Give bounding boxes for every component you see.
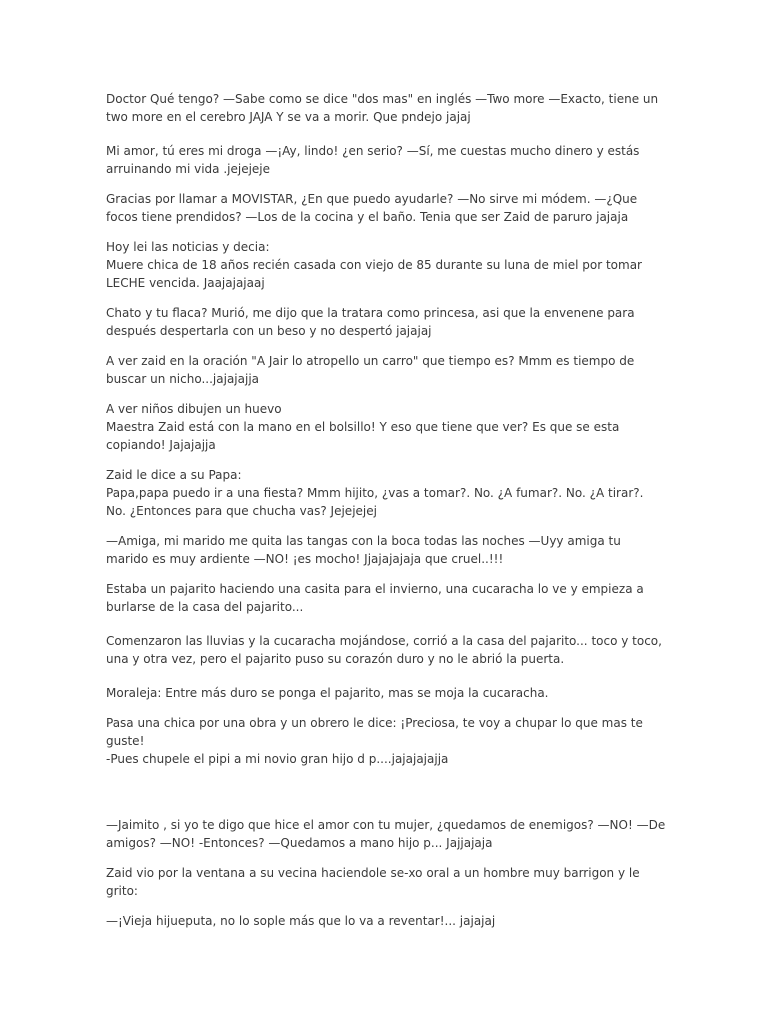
paragraph-11: Comenzaron las lluvias y la cucaracha mojándose, corrió a la casa del pajarito... toco y toco, una y otra vez, pero el pajarito puso su corazón duro y no le abrió la puerta. — [106, 634, 662, 666]
spacer — [106, 568, 666, 580]
paragraph-4: Hoy lei las noticias y decia: Muere chica de 18 años recién casada con viejo de 85 durante su luna de miel por tomar LECHE vencida. Jaajajajaaj — [106, 240, 642, 290]
spacer — [106, 178, 666, 190]
paragraph-1: Doctor Qué tengo? —Sabe como se dice "dos mas" en inglés —Two more —Exacto, tiene un two more en el cerebro JAJA Y se va a morir. Que pndejo jajaj — [106, 92, 659, 124]
paragraph-8: Zaid le dice a su Papa: Papa,papa puedo ir a una fiesta? Mmm hijito, ¿vas a tomar?. No. ¿A fumar?. No. ¿A tirar?. No. ¿Entonces para que chucha vas? Jejejejej — [106, 468, 644, 518]
paragraph-9: —Amiga, mi marido me quita las tangas con la boca todas las noches —Uyy amiga tu marido es muy ardiente —NO! ¡es mocho! Jjajajajaja que cruel..!!! — [106, 534, 621, 566]
paragraph-15: Zaid vio por la ventana a su vecina haciendole se-xo oral a un hombre muy barrigon y le grito: — [106, 866, 640, 898]
spacer — [106, 702, 666, 714]
paragraph-6: A ver zaid en la oración "A Jair lo atropello un carro" que tiempo es? Mmm es tiempo de buscar un nicho...jajajajja — [106, 354, 635, 386]
paragraph-3: Gracias por llamar a MOVISTAR, ¿En que puedo ayudarle? —No sirve mi módem. —¿Que focos tiene prendidos? —Los de la cocina y el baño. Tenia que ser Zaid de paruro jajaja — [106, 192, 638, 224]
paragraph-5: Chato y tu flaca? Murió, me dijo que la tratara como princesa, asi que la envenene para después despertarla con un beso y no despertó jajajaj — [106, 306, 635, 338]
spacer — [106, 520, 666, 532]
spacer — [106, 126, 666, 142]
paragraph-10: Estaba un pajarito haciendo una casita para el invierno, una cucaracha lo ve y empieza a burlarse de la casa del pajarito... — [106, 582, 644, 614]
paragraph-16: —¡Vieja hijueputa, no lo sople más que lo va a reventar!... jajajaj — [106, 914, 496, 928]
paragraph-14: —Jaimito , si yo te digo que hice el amor con tu mujer, ¿quedamos de enemigos? —NO! —De amigos? —NO! -Entonces? —Quedamos a mano hijo p... Jajjajaja — [106, 818, 666, 850]
paragraph-2: Mi amor, tú eres mi droga —¡Ay, lindo! ¿en serio? —Sí, me cuestas mucho dinero y estás arruinando mi vida .jejejeje — [106, 144, 640, 176]
spacer — [106, 852, 666, 864]
paragraph-7: A ver niños dibujen un huevo Maestra Zaid está con la mano en el bolsillo! Y eso que tiene que ver? Es que se esta copiando! Jajajajja — [106, 402, 620, 452]
spacer — [106, 388, 666, 400]
spacer — [106, 900, 666, 912]
spacer — [106, 616, 666, 632]
spacer — [106, 340, 666, 352]
paragraph-12: Moraleja: Entre más duro se ponga el pajarito, mas se moja la cucaracha. — [106, 686, 549, 700]
spacer — [106, 226, 666, 238]
spacer — [106, 768, 666, 816]
spacer — [106, 454, 666, 466]
document-page — [106, 90, 666, 930]
spacer — [106, 292, 666, 304]
spacer — [106, 668, 666, 684]
paragraph-13: Pasa una chica por una obra y un obrero le dice: ¡Preciosa, te voy a chupar lo que mas te guste! -Pues chupele el pipi a mi novio gran hijo d p....jajajajajja — [106, 716, 643, 766]
